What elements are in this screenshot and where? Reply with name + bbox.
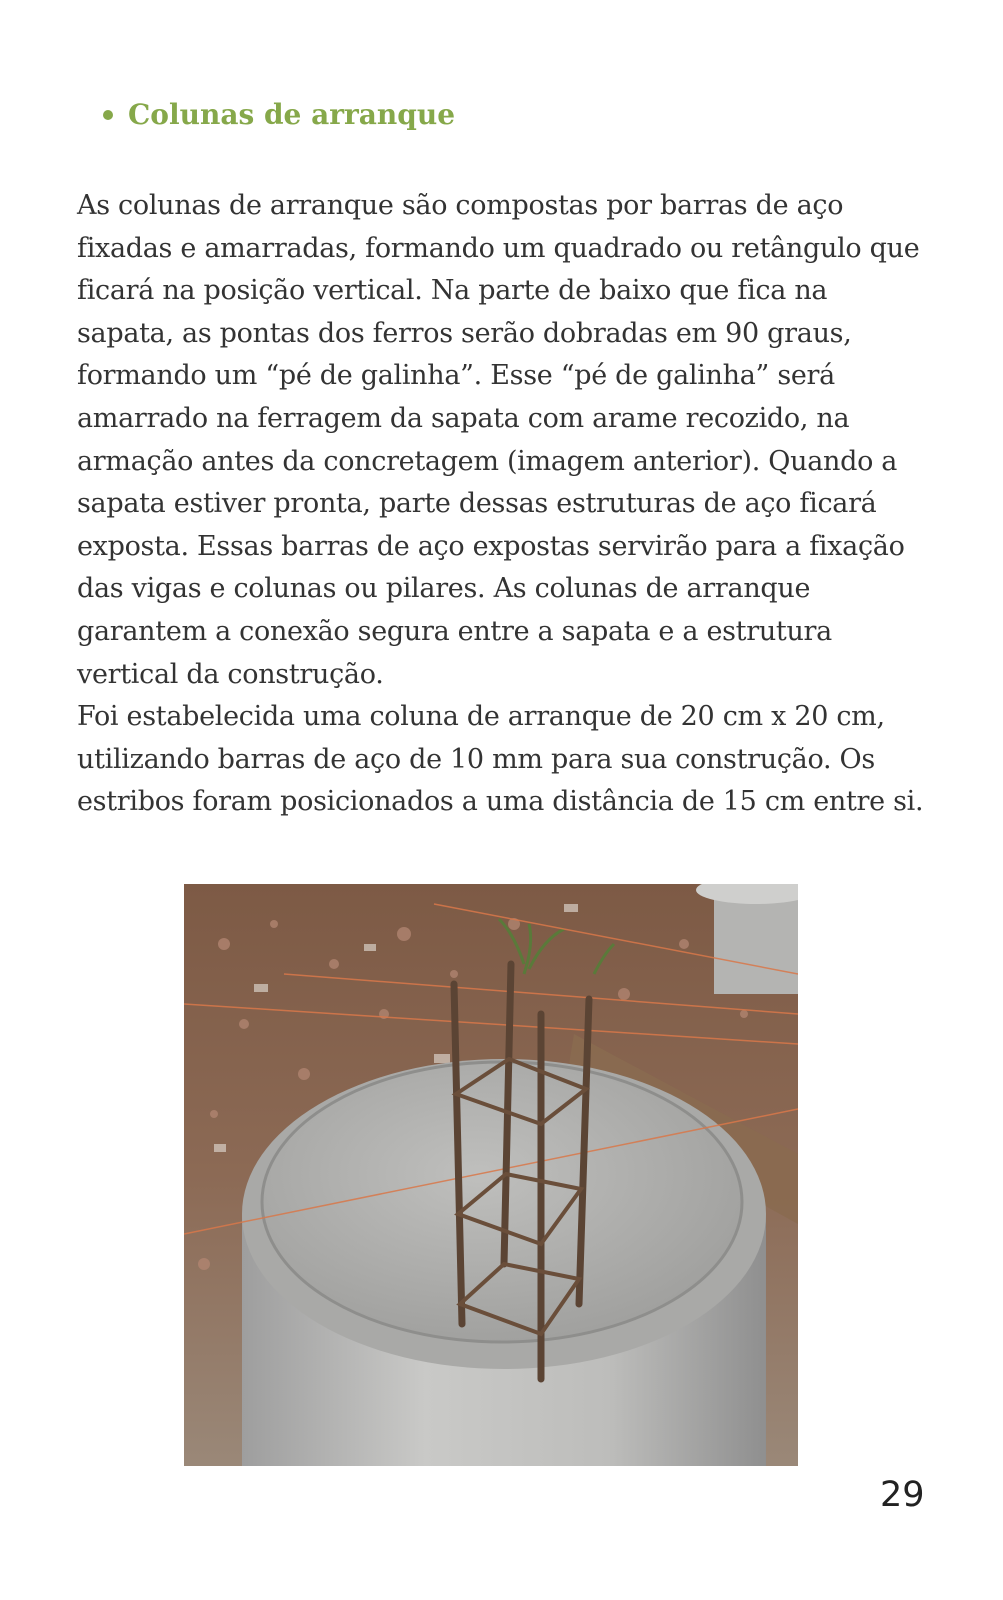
section-heading-text: Colunas de arranque bbox=[128, 98, 456, 131]
section-heading bbox=[103, 98, 455, 131]
photo-illustration bbox=[184, 884, 798, 1466]
photo-rebar-column bbox=[184, 884, 798, 1466]
paragraph-1: As colunas de arranque são compostas por barras de aço fixadas e amarradas, formando um quadrado ou retângulo que ficará na posição vertical. Na parte de baixo que fica na sapata, as pontas dos ferros serão dobradas em 90 graus, formando um “pé de galinha”. Esse “pé de galinha” será amarrado na ferragem da sapata com arame recozido, na armação antes da concretagem (imagem anterior). Quando a sapata estiver pronta, parte dessas estruturas de aço ficará exposta. Essas barras de aço expostas servirão para a fixação das vigas e colunas ou pilares. As colunas de arranque garantem a conexão segura entre a sapata e a estrutura vertical da construção. bbox=[77, 190, 920, 690]
bullet-icon bbox=[103, 110, 113, 120]
paragraph-2: Foi estabelecida uma coluna de arranque de 20 cm x 20 cm, utilizando barras de aço de 10 mm para sua construção. Os estribos foram posicionados a uma distância de 15 cm entre si. bbox=[77, 701, 924, 818]
body-text bbox=[77, 185, 927, 824]
page-number: 29 bbox=[880, 1475, 925, 1515]
